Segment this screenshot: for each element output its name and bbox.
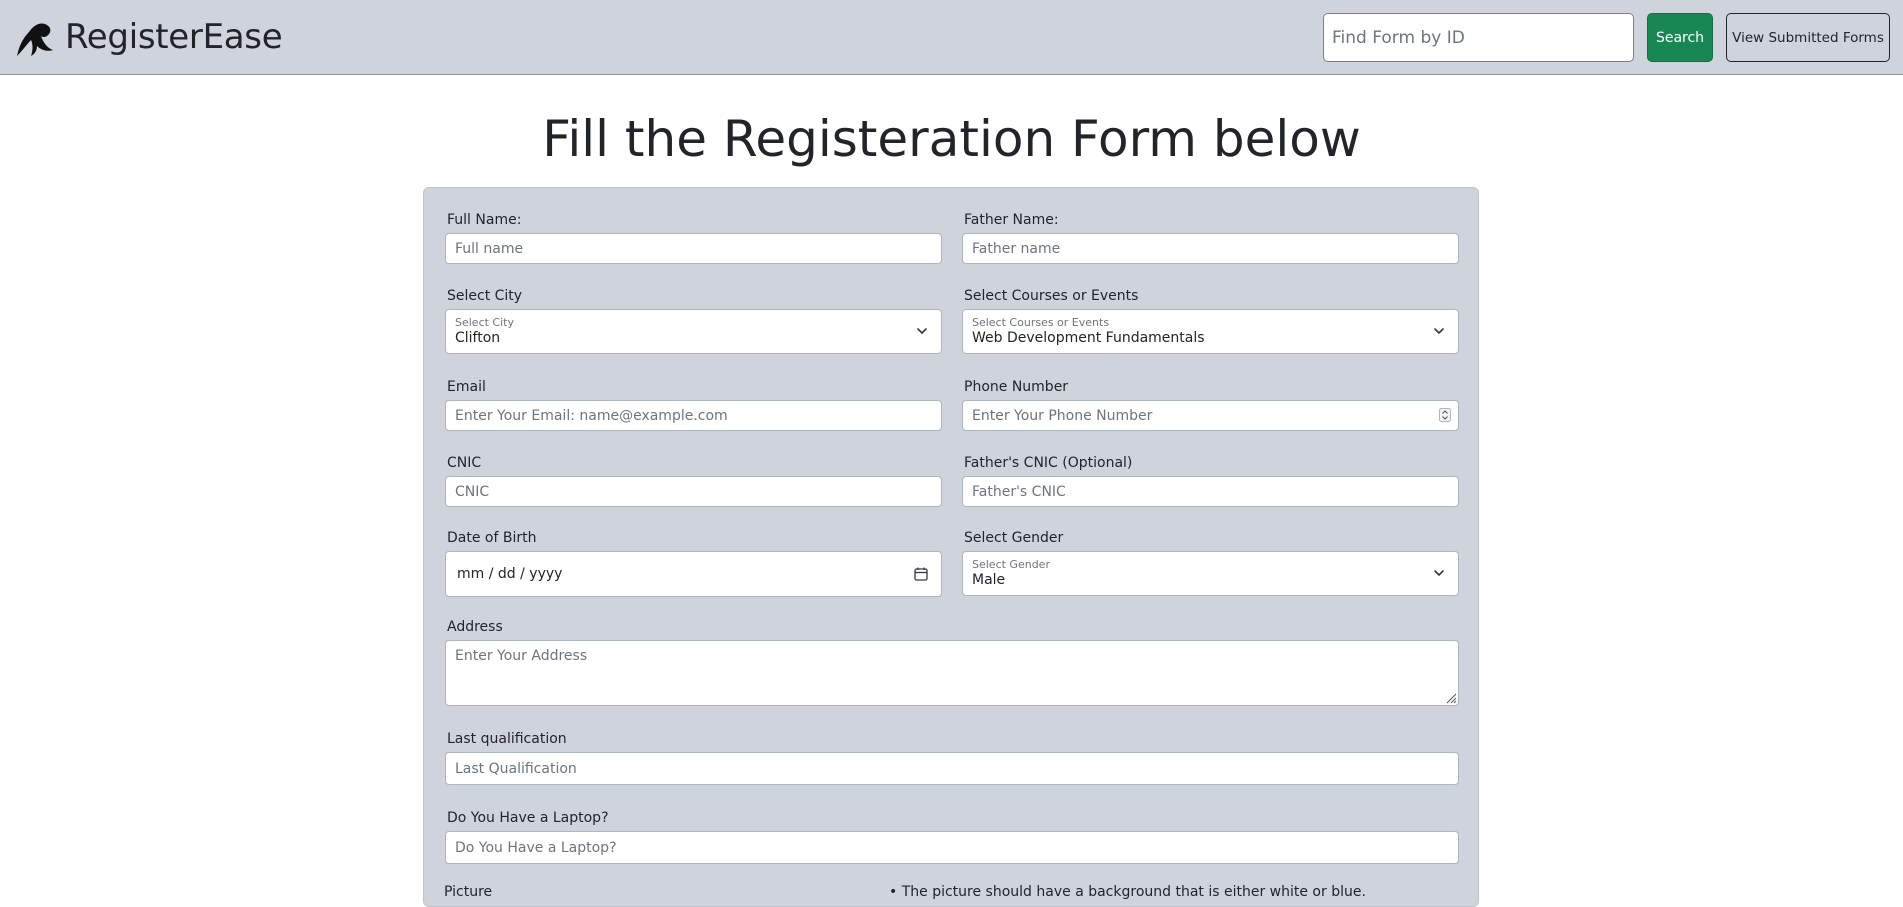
qualification-input[interactable] — [445, 752, 1459, 785]
email-input[interactable] — [445, 400, 942, 431]
brand[interactable] — [13, 15, 282, 59]
chevron-down-icon — [1432, 566, 1446, 580]
picture-rule-text: The picture should have a background that is either white or blue. — [901, 884, 1366, 900]
city-label: Select City — [447, 288, 523, 304]
chevron-down-icon — [1432, 324, 1446, 338]
picture-label: Picture — [444, 884, 493, 900]
father-cnic-label: Father's CNIC (Optional) — [964, 455, 1133, 471]
cnic-input[interactable] — [445, 476, 942, 507]
course-label: Select Courses or Events — [964, 288, 1139, 304]
full-name-input[interactable] — [445, 233, 942, 264]
picture-rule-item: • The picture should have a background that is either white or blue. — [889, 884, 1366, 900]
address-label: Address — [447, 619, 503, 635]
gender-label: Select Gender — [964, 530, 1064, 546]
city-value: Clifton — [455, 330, 501, 346]
email-label: Email — [447, 379, 486, 395]
dob-value: mm / dd / yyyy — [457, 566, 563, 582]
course-floating-label: Select Courses or Events — [972, 316, 1110, 329]
city-floating-label: Select City — [455, 316, 514, 329]
phone-input[interactable] — [962, 400, 1459, 431]
course-value: Web Development Fundamentals — [972, 330, 1205, 346]
navbar — [0, 0, 1903, 75]
full-name-label: Full Name: — [447, 212, 522, 228]
registration-form-card — [423, 187, 1479, 907]
dob-input[interactable] — [445, 551, 942, 597]
father-name-input[interactable] — [962, 233, 1459, 264]
search-button[interactable]: Search — [1647, 13, 1713, 62]
phone-label: Phone Number — [964, 379, 1069, 395]
gender-value: Male — [972, 572, 1006, 588]
course-select[interactable] — [962, 309, 1459, 354]
qualification-label: Last qualification — [447, 731, 567, 747]
address-textarea[interactable] — [445, 640, 1459, 706]
brand-name: RegisterEase — [65, 17, 283, 57]
calendar-icon[interactable] — [913, 566, 929, 582]
gender-floating-label: Select Gender — [972, 558, 1050, 571]
find-form-input[interactable] — [1323, 13, 1634, 62]
city-select[interactable] — [445, 309, 942, 354]
spinner-icon[interactable] — [1439, 408, 1451, 422]
phone-field — [962, 400, 1459, 431]
father-name-label: Father Name: — [964, 212, 1059, 228]
gender-select[interactable] — [962, 551, 1459, 596]
address-field — [445, 640, 1459, 706]
cnic-label: CNIC — [447, 455, 482, 471]
father-cnic-input[interactable] — [962, 476, 1459, 507]
page-title: Fill the Registeration Form below — [542, 110, 1361, 168]
resize-handle-icon[interactable] — [1445, 692, 1457, 704]
dob-label: Date of Birth — [447, 530, 537, 546]
brand-logo-icon — [13, 16, 55, 58]
view-submitted-forms-button[interactable]: View Submitted Forms — [1726, 13, 1890, 62]
chevron-down-icon — [915, 324, 929, 338]
laptop-input[interactable] — [445, 831, 1459, 864]
laptop-label: Do You Have a Laptop? — [447, 810, 609, 826]
